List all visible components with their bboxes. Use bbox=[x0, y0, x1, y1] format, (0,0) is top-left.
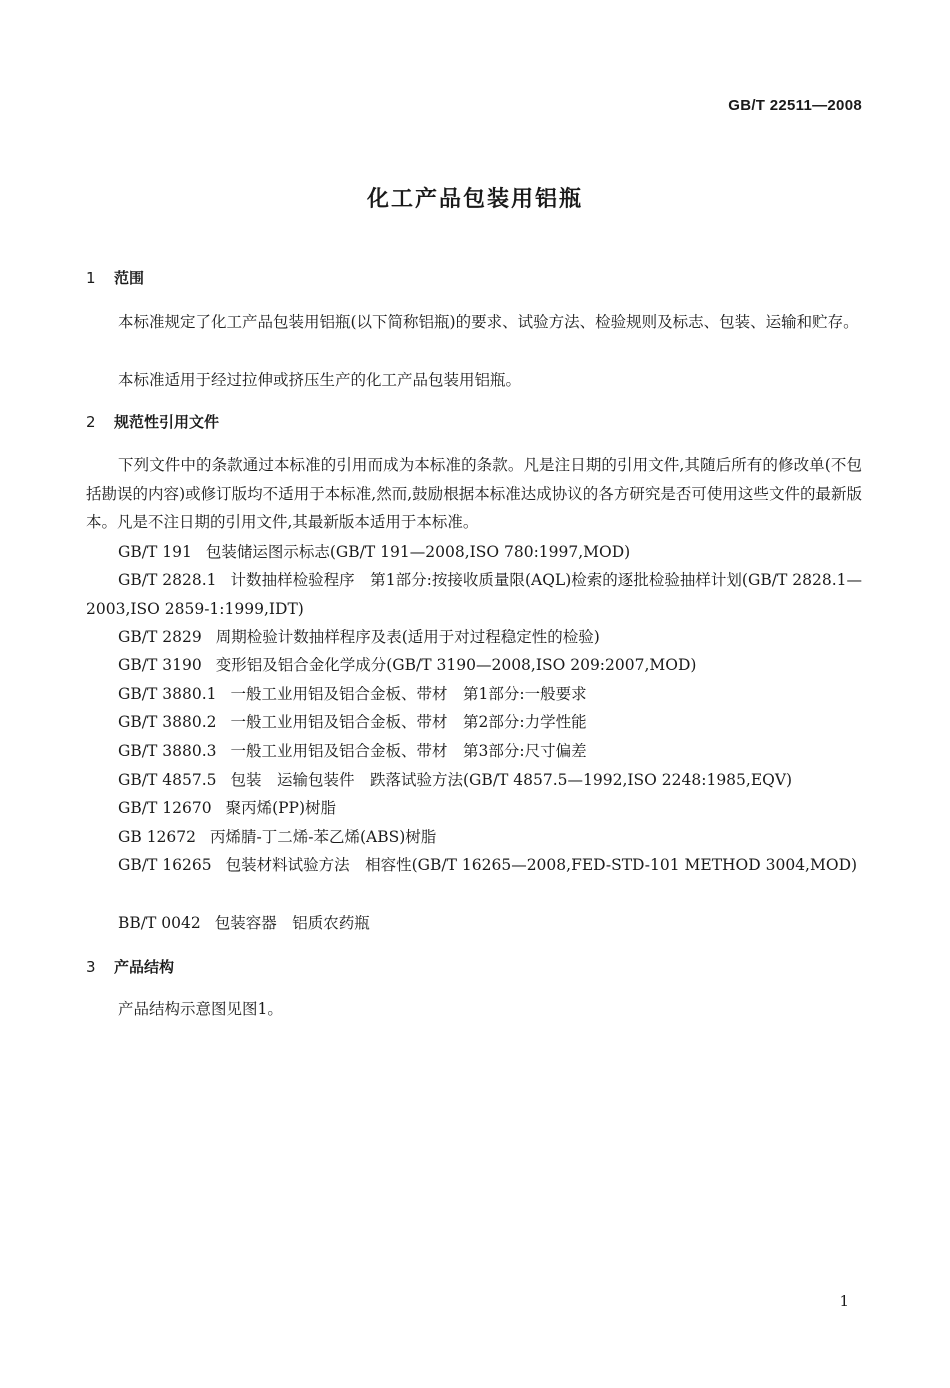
reference-title: 包装储运图示标志(GB/T 191—2008,ISO 780:1997,MOD) bbox=[205, 543, 631, 561]
section-title: 产品结构 bbox=[114, 958, 175, 976]
page-number: 1 bbox=[839, 1292, 849, 1310]
paragraph: 产品结构示意图见图1。 bbox=[118, 1000, 283, 1018]
reference-code: GB/T 3880.1 bbox=[118, 685, 217, 703]
reference-title: 聚丙烯(PP)树脂 bbox=[225, 799, 337, 817]
reference-title: 一般工业用铝及铝合金板、带材 第1部分:一般要求 bbox=[230, 685, 587, 703]
reference-title: 包装材料试验方法 相容性(GB/T 16265—2008,FED-STD-101 METHOD 3004,MOD) bbox=[225, 856, 858, 874]
section-heading-1 bbox=[86, 267, 144, 288]
standard-code: GB/T 22511—2008 bbox=[728, 97, 862, 114]
reference-code: GB/T 4857.5 bbox=[118, 771, 217, 789]
section-heading-3 bbox=[86, 956, 174, 977]
section-heading-2 bbox=[86, 411, 219, 432]
reference-code: GB/T 191 bbox=[118, 543, 192, 561]
reference-title: 计数抽样检验程序 第1部分:按接收质量限(AQL)检索的逐批检验抽样计划(GB/T 2828.1—2003,ISO 2859-1:1999,IDT) bbox=[86, 571, 862, 618]
paragraph: 下列文件中的条款通过本标准的引用而成为本标准的条款。凡是注日期的引用文件,其随后所有的修改单(不包括勘误的内容)或修订版均不适用于本标准,然而,鼓励根据本标准达成协议的各方研究是否可使用这些文件的最新版本。凡是不注日期的引用文件,其最新版本适用于本标准。 bbox=[86, 456, 862, 531]
reference-item bbox=[86, 737, 862, 766]
section-number: 1 bbox=[86, 269, 96, 287]
reference-item bbox=[86, 823, 862, 852]
section-number: 3 bbox=[86, 958, 96, 976]
reference-title: 丙烯腈-丁二烯-苯乙烯(ABS)树脂 bbox=[210, 828, 437, 846]
reference-item bbox=[86, 851, 862, 880]
reference-code: GB/T 3190 bbox=[118, 656, 202, 674]
reference-code: GB/T 12670 bbox=[118, 799, 212, 817]
reference-item bbox=[86, 538, 862, 567]
section-number: 2 bbox=[86, 413, 96, 431]
reference-item bbox=[86, 766, 862, 795]
reference-title: 包装容器 铝质农药瓶 bbox=[214, 914, 370, 932]
paragraph: 本标准适用于经过拉伸或挤压生产的化工产品包装用铝瓶。 bbox=[118, 371, 522, 389]
paragraph: 本标准规定了化工产品包装用铝瓶(以下简称铝瓶)的要求、试验方法、检验规则及标志、包装、运输和贮存。 bbox=[118, 313, 859, 331]
reference-item bbox=[86, 651, 862, 680]
section-title: 规范性引用文件 bbox=[114, 413, 220, 431]
reference-item bbox=[86, 680, 862, 709]
reference-code: GB 12672 bbox=[118, 828, 197, 846]
reference-item bbox=[86, 623, 862, 652]
reference-item bbox=[86, 909, 862, 938]
reference-title: 变形铝及铝合金化学成分(GB/T 3190—2008,ISO 209:2007,MOD) bbox=[215, 656, 697, 674]
reference-item bbox=[86, 708, 862, 737]
reference-code: BB/T 0042 bbox=[118, 914, 201, 932]
reference-title: 一般工业用铝及铝合金板、带材 第2部分:力学性能 bbox=[230, 713, 587, 731]
reference-code: GB/T 3880.3 bbox=[118, 742, 217, 760]
reference-code: GB/T 3880.2 bbox=[118, 713, 217, 731]
reference-title: 包装 运输包装件 跌落试验方法(GB/T 4857.5—1992,ISO 2248:1985,EQV) bbox=[230, 771, 793, 789]
reference-title: 一般工业用铝及铝合金板、带材 第3部分:尺寸偏差 bbox=[230, 742, 587, 760]
reference-item bbox=[86, 566, 862, 623]
reference-title: 周期检验计数抽样程序及表(适用于对过程稳定性的检验) bbox=[215, 628, 600, 646]
reference-code: GB/T 16265 bbox=[118, 856, 212, 874]
page-title: 化工产品包装用铝瓶 bbox=[366, 187, 583, 212]
reference-code: GB/T 2829 bbox=[118, 628, 202, 646]
section-title: 范围 bbox=[114, 269, 145, 287]
reference-item bbox=[86, 794, 862, 823]
reference-code: GB/T 2828.1 bbox=[118, 571, 217, 589]
